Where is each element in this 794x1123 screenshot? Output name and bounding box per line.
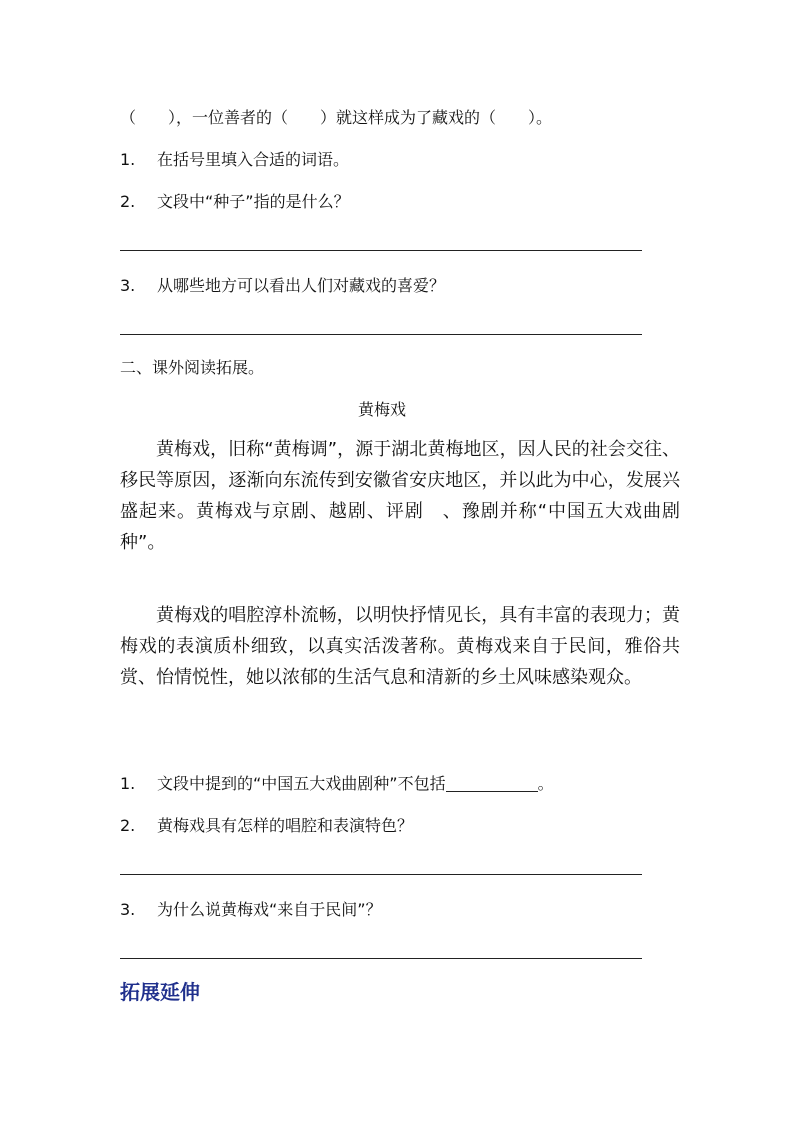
question-1 bbox=[120, 774, 554, 794]
article-title: 黄梅戏 bbox=[357, 400, 406, 419]
question-number: 2. bbox=[120, 816, 136, 835]
answer-line[interactable] bbox=[120, 958, 642, 959]
question-text: 文段中“种子”指的是什么？ bbox=[157, 192, 350, 211]
fill-blank[interactable] bbox=[446, 775, 538, 792]
question-2 bbox=[120, 192, 350, 212]
question-text: 文段中提到的“中国五大戏曲剧种”不包括 bbox=[157, 774, 446, 793]
answer-line[interactable] bbox=[120, 250, 642, 251]
question-number: 3. bbox=[120, 276, 136, 295]
question-number: 2. bbox=[120, 192, 136, 211]
question-text: 为什么说黄梅戏“来自于民间”？ bbox=[157, 900, 382, 919]
question-number: 1. bbox=[120, 774, 136, 793]
question-2 bbox=[120, 816, 413, 836]
article-paragraph-2: 黄梅戏的唱腔淳朴流畅，以明快抒情见长，具有丰富的表现力；黄梅戏的表演质朴细致，以真实活泼著称。黄梅戏来自于民间，雅俗共赏、怡情悦性，她以浓郁的生活气息和清新的乡土风味感染观众。 bbox=[120, 605, 680, 688]
section-heading: 二、课外阅读拓展。 bbox=[120, 358, 265, 377]
question-number: 3. bbox=[120, 900, 136, 919]
answer-line[interactable] bbox=[120, 334, 642, 335]
question-text: 在括号里填入合适的词语。 bbox=[157, 150, 350, 169]
extension-title: 拓展延伸 bbox=[120, 980, 200, 1004]
article-paragraph-1: 黄梅戏，旧称“黄梅调”，源于湖北黄梅地区，因人民的社会交往、移民等原因，逐渐向东流传到安徽省安庆地区，并以此为中心，发展兴盛起来。黄梅戏与京剧、越剧、评剧 、豫剧并称“中国五大戏曲剧种”。 bbox=[120, 439, 680, 553]
question-1 bbox=[120, 150, 349, 170]
question-number: 1. bbox=[120, 150, 136, 169]
fill-in-sentence: （ ），一位善者的（ ）就这样成为了藏戏的（ ）。 bbox=[120, 108, 553, 127]
question-text-end: 。 bbox=[537, 774, 554, 793]
answer-line[interactable] bbox=[120, 874, 642, 875]
question-3 bbox=[120, 276, 445, 296]
question-text: 从哪些地方可以看出人们对藏戏的喜爱？ bbox=[157, 276, 446, 295]
question-3 bbox=[120, 900, 382, 920]
question-text: 黄梅戏具有怎样的唱腔和表演特色？ bbox=[157, 816, 414, 835]
